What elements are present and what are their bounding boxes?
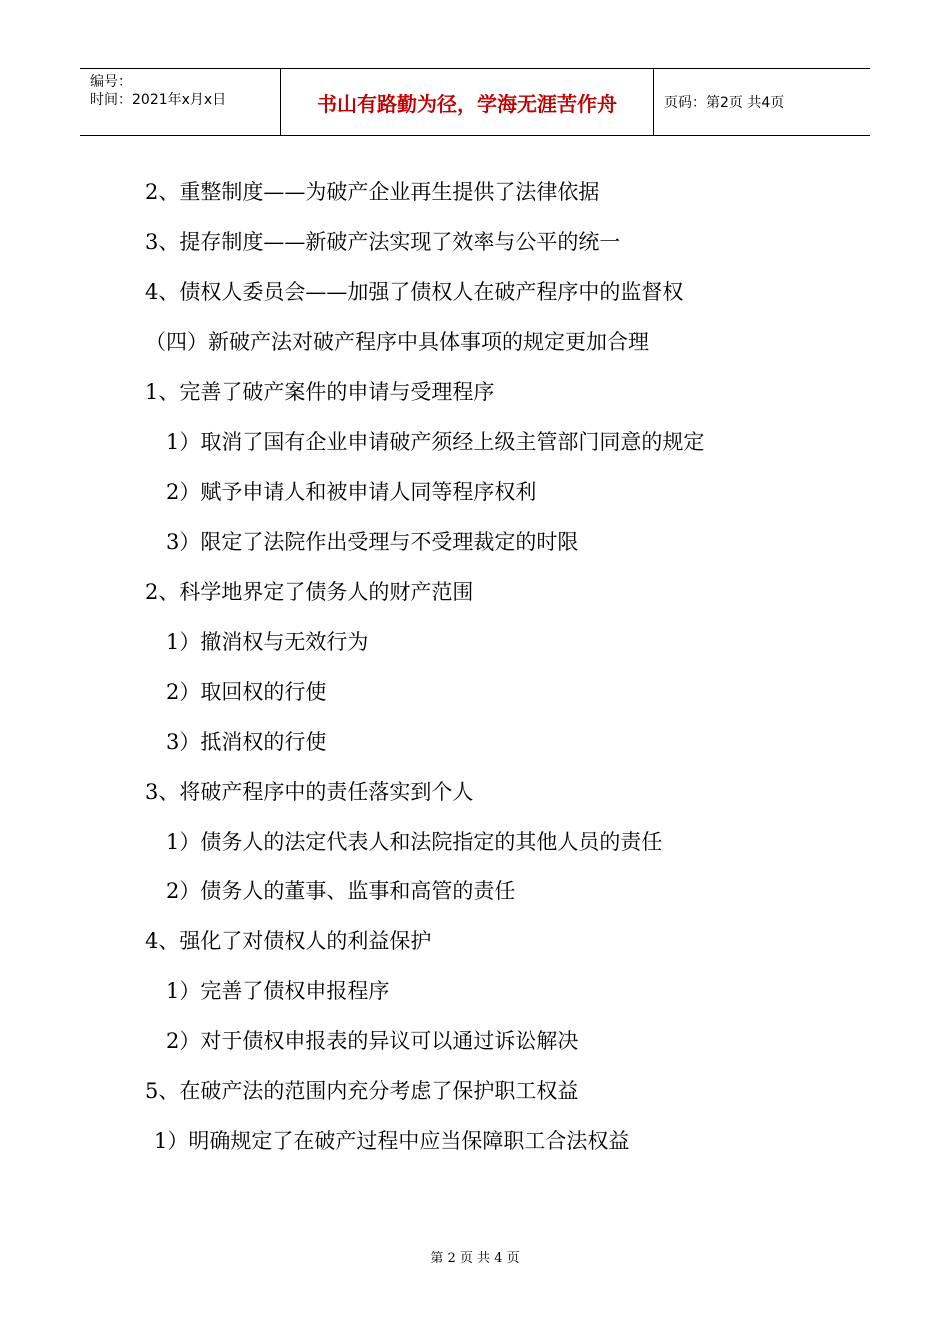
body-subline: 3）抵消权的行使 [166, 730, 327, 754]
body-subline: 2）取回权的行使 [166, 680, 327, 704]
body-subline: 2）赋予申请人和被申请人同等程序权利 [166, 480, 537, 504]
body-subline: 3）限定了法院作出受理与不受理裁定的时限 [166, 530, 579, 554]
body-line: 5、在破产法的范围内充分考虑了保护职工权益 [145, 1079, 579, 1103]
body-subline: 1）明确规定了在破产过程中应当保障职工合法权益 [154, 1129, 630, 1153]
body-subline: 1）完善了债权申报程序 [166, 979, 390, 1003]
body-subline: 1）债务人的法定代表人和法院指定的其他人员的责任 [166, 830, 663, 854]
number-label: 编号： [90, 74, 132, 90]
body-line: 2、重整制度——为破产企业再生提供了法律依据 [145, 180, 600, 204]
body-line: 3、将破产程序中的责任落实到个人 [145, 780, 474, 804]
body-subline: 2）债务人的董事、监事和高管的责任 [166, 879, 516, 903]
body-line: 1、完善了破产案件的申请与受理程序 [145, 380, 495, 404]
page-footer: 第 2 页 共 4 页 [430, 1251, 520, 1266]
header-motto: 书山有路勤为径，学海无涯苦作舟 [281, 69, 654, 135]
section-heading: （四）新破产法对破产程序中具体事项的规定更加合理 [145, 330, 649, 354]
header-page-code: 页码：第2页 共4页 [664, 95, 785, 111]
body-line: 4、强化了对债权人的利益保护 [145, 929, 432, 953]
body-subline: 2）对于债权申报表的异议可以通过诉讼解决 [166, 1029, 579, 1053]
body-subline: 1）取消了国有企业申请破产须经上级主管部门同意的规定 [166, 430, 705, 454]
body-line: 3、提存制度——新破产法实现了效率与公平的统一 [145, 230, 621, 254]
time-label: 时间：2021年x月x日 [90, 92, 227, 108]
body-line: 2、科学地界定了债务人的财产范围 [145, 580, 474, 604]
body-subline: 1）撤消权与无效行为 [166, 630, 369, 654]
page-header [80, 68, 870, 136]
header-meta-cell [80, 69, 281, 135]
body-line: 4、债权人委员会——加强了债权人在破产程序中的监督权 [145, 280, 684, 304]
